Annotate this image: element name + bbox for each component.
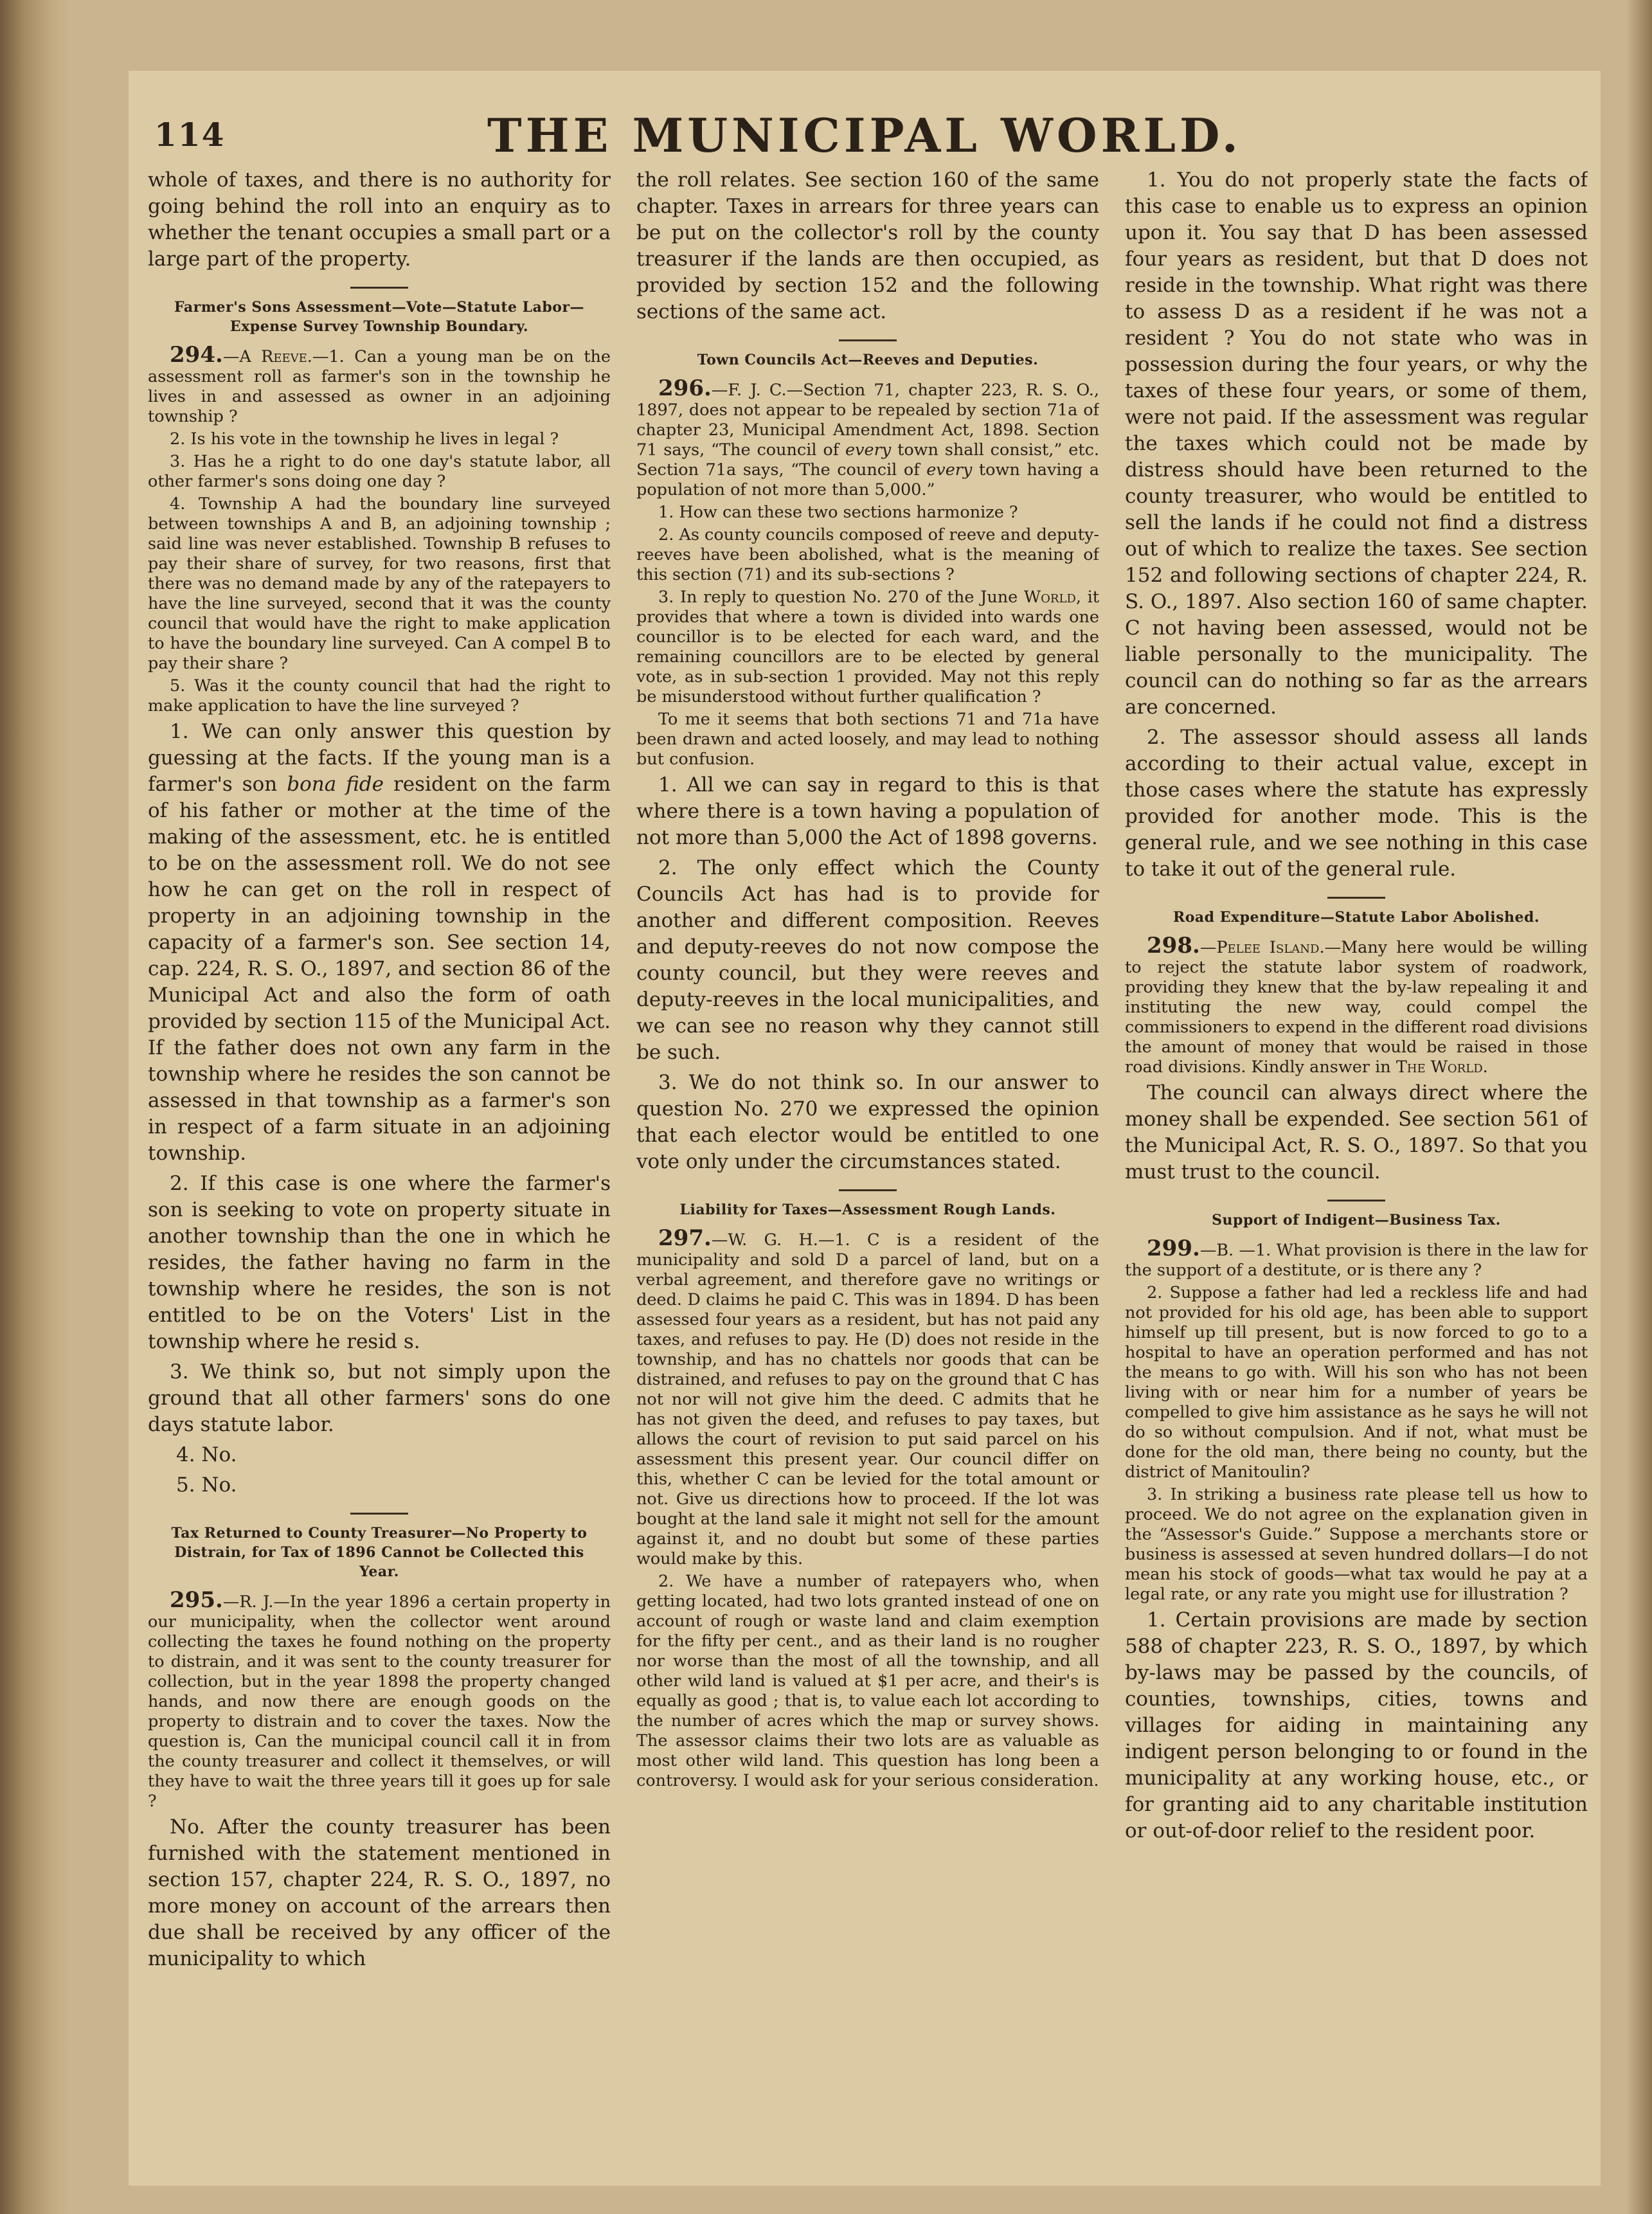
answer-part: resident on the farm of his father or mother at the time of the making of the assessment, etc. he is entitled to be on the assessment roll. We do not see how he can get on the roll in respect of property in an adjoining township in the capacity of a farmer's son. See section 14, cap. 224, R. S. O., 1897, and section 86 of the Municipal Act and also the form of oath provided by section 115 of the Municipal Act. If the father does not own any farm in the township where he resides the son cannot be assessed in that township as a farmer's son in respect of a farm situate in an adjoining township. bbox=[148, 773, 611, 1165]
paragraph: whole of taxes, and there is no authority for going behind the roll into an enquiry as to whether the tenant occupies a small part or a large part of the property. bbox=[148, 168, 611, 271]
page-edge-shadow bbox=[1626, 0, 1652, 2214]
question-text: 2. Is his vote in the township he lives in legal ? bbox=[170, 429, 559, 449]
divider bbox=[350, 1513, 408, 1515]
question-number: 298. bbox=[1147, 933, 1200, 959]
question-text: —Many here would be willing to reject the statute labor system of roadwork, providing they knew that the by-law repealing it and instituting the new way, could compel the commissioners to expend in the different road divisions the amount of money that would be raised in those road divisions. Kindly answer in bbox=[1125, 938, 1588, 1077]
answer-italic: bona fide bbox=[287, 773, 384, 796]
answer-text: No. After the county treasurer has been furnished with the statement mentioned in section 157, chapter 224, R. S. O., 1897, no more money on account of the arrears then due shall be received by any officer of the municipality to which bbox=[148, 1815, 611, 1970]
question-number: 296. bbox=[658, 375, 712, 401]
answer-text: 1. All we can say in regard to this is that where there is a town having a population of not more than 5,000 the Act of 1898 governs. bbox=[636, 773, 1099, 849]
section-heading: Town Councils Act—Reeves and Deputies. bbox=[697, 352, 1039, 368]
question-text: 3. In striking a business rate please tell us how to proceed. We do not agree on the explanation given in the “Assessor's Guide.” Suppose a merchants store or business is assessed at seven hundred dollars—I do not mean his stock of goods—what tax would he pay at a legal rate, or any rate you might use for illustration ? bbox=[1125, 1485, 1588, 1604]
answer-text: 2. The only effect which the County Councils Act has had is to provide for another and different composition. Reeves and deputy-reeves do not now compose the county council, but they were reeves and deputy-reeves in the local municipalities, and we can see no reason why they cannot still be such. bbox=[636, 856, 1099, 1064]
section-heading: Tax Returned to County Treasurer—No Property to Distrain, for Tax of 1896 Cannot be Collected this Year. bbox=[171, 1525, 588, 1580]
question-text: 2. As county councils composed of reeve and deputy-reeves have been abolished, what is the meaning of this section (71) and its sub-sections ? bbox=[636, 525, 1099, 584]
answer-text: 2. The assessor should assess all lands according to their actual value, except in those cases where the statute has expressly provided for another mode. This is the general rule, and we see nothing in this case to take it out of the general rule. bbox=[1125, 726, 1588, 881]
answer-text: 1. You do not properly state the facts of this case to enable us to express an opinion upon it. You say that D has been assessed four years as resident, but that D does not reside in the township. What right was there to assess D as a resident if he was not a resident ? You do not state who was in possession during the four years, or why the taxes of these four years, or some of them, were not paid. If the assessment was regular the taxes which could not be made by distress should have been returned to the county treasurer, who would be entitled to sell the lands if he could not find a distress out of which to realize the taxes. See section 152 and following sections of chapter 224, R. S. O., 1897. Also section 160 of same chapter. C not having been assessed, would not be liable personally to the municipality. The council can do nothing so far as the arrears are concerned. bbox=[1125, 168, 1588, 719]
book-binding-shadow bbox=[0, 0, 71, 2214]
page-header bbox=[148, 96, 1581, 167]
section-heading: Liability for Taxes—Assessment Rough Lands. bbox=[679, 1202, 1056, 1218]
column-2 bbox=[636, 167, 1099, 2173]
divider bbox=[350, 287, 408, 289]
column-3 bbox=[1125, 167, 1588, 2173]
question-number: 294. bbox=[170, 342, 223, 368]
question-297 bbox=[636, 1225, 1099, 1569]
divider bbox=[1327, 897, 1385, 899]
answer-part: 1. We can only answer this question by guessing at the facts. If the young man is a farmer's son bbox=[148, 720, 611, 796]
question-number: 295. bbox=[170, 1587, 223, 1613]
question-text: town shall consist,” etc. Section 71a says, “The council of bbox=[636, 440, 1099, 480]
question-smallcaps: World bbox=[1023, 588, 1076, 607]
paragraph: the roll relates. See section 160 of the same chapter. Taxes in arrears for three years can be put on the collector's roll by the county treasurer if the lands are then occupied, as provided by section 152 and the following sections of the same act. bbox=[636, 168, 1099, 323]
question-text: —F. J. C.—Section 71, chapter 223, R. S. O., 1897, does not appear to be repealed by section 71a of chapter 23, Municipal Amendment Act, 1898. Section 71 says, “The council of bbox=[636, 381, 1099, 460]
question-295 bbox=[148, 1587, 611, 1812]
answer-text: 4. No. bbox=[176, 1443, 237, 1466]
question-number: 297. bbox=[658, 1225, 712, 1251]
answer-text: 2. If this case is one where the farmer's son is seeking to vote on property situate in another township than the one in which he resides, the father having no farm in the township where he resides, the son is not entitled to be on the Voters' List in the township where he resid s. bbox=[148, 1172, 611, 1353]
question-author: —Pelee Island. bbox=[1199, 938, 1325, 957]
question-299 bbox=[1125, 1236, 1588, 1281]
column-1 bbox=[148, 167, 611, 2173]
question-italic: every bbox=[926, 460, 973, 480]
answer-text: 3. We do not think so. In our answer to question No. 270 we expressed the opinion that each elector would be entitled to one vote only under the circumstances stated. bbox=[636, 1071, 1099, 1173]
question-text: —B. —1. What provision is there in the law for the support of a destitute, or is there any ? bbox=[1125, 1241, 1588, 1280]
section-heading: Road Expenditure—Statute Labor Abolished. bbox=[1172, 909, 1540, 926]
question-author: —A Reeve. bbox=[222, 347, 312, 366]
question-296 bbox=[636, 375, 1099, 500]
question-text: 3. In reply to question No. 270 of the June bbox=[658, 588, 1024, 607]
answer-text bbox=[148, 719, 611, 1167]
question-text: —R. J.—In the year 1896 a certain property in our municipality, when the collector went around collecting the taxes he found nothing on the property to distrain, and it was sent to the county treasurer for collection, but in the year 1898 the property changed hands, and now there are enough goods on the property to distrain and to cover the taxes. Now the question is, Can the municipal council call it in from the county treasurer and collect it themselves, or will they have to wait the three years till it goes up for sale ? bbox=[148, 1592, 611, 1811]
question-text: To me it seems that both sections 71 and 71a have been drawn and acted loosely, and may lead to nothing but confusion. bbox=[636, 710, 1099, 769]
newspaper-page bbox=[129, 71, 1601, 2186]
question-number: 299. bbox=[1147, 1236, 1200, 1261]
question-298 bbox=[1125, 933, 1588, 1077]
question-text: 4. Township A had the boundary line surveyed between townships A and B, an adjoining township ; said line was never established. Township B refuses to pay their share of survey, for two reasons, first that there was no demand made by any of the ratepayers to have the line surveyed, second that it was the county council that would have the right to make application to have the boundary line surveyed. Can A compel B to pay their share ? bbox=[148, 494, 611, 673]
question-smallcaps: The World bbox=[1396, 1058, 1483, 1077]
divider bbox=[839, 339, 897, 341]
divider bbox=[1327, 1200, 1385, 1202]
question-text: . bbox=[1482, 1058, 1488, 1077]
question-text: 3. Has he a right to do one day's statute labor, all other farmer's sons doing one day ? bbox=[148, 452, 611, 491]
question-text: 1. How can these two sections harmonize ? bbox=[658, 503, 1018, 522]
answer-text: The council can always direct where the money shall be expended. See section 561 of the Municipal Act, R. S. O., 1897. So that you must trust to the council. bbox=[1125, 1081, 1588, 1184]
answer-text: 3. We think so, but not simply upon the ground that all other farmers' sons do one days statute labor. bbox=[148, 1360, 611, 1436]
page-number: 114 bbox=[154, 116, 226, 154]
question-text: town having a population of not more than 5,000.” bbox=[636, 460, 1099, 500]
question-294 bbox=[148, 342, 611, 427]
question-text: —W. G. H.—1. C is a resident of the municipality and sold D a parcel of land, but on a verbal agreement, and therefore gave no writings or deed. D claims he paid C. This was in 1894. D has been assessed four years as a resident, but has not paid any taxes, and refuses to pay. He (D) does not reside in the township, and has no chattels nor goods that can be distrained, and refuses to pay on the ground that C has not nor will not give him the deed. C admits that he has not given the deed, and refuses to pay taxes, but allows the court of revision to put said parcel on his assessment this present year. Our council differ on this, whether C can be levied for the total amount or not. Give us directions how to proceed. If the lot was bought at the land sale it might not sell for the amount against it, and no doubt but some of these parties would make by this. bbox=[636, 1230, 1099, 1569]
divider bbox=[839, 1189, 897, 1191]
section-heading: Farmer's Sons Assessment—Vote—Statute Labor—Expense Survey Township Boundary. bbox=[174, 299, 585, 335]
answer-text: 5. No. bbox=[176, 1473, 237, 1497]
question-text bbox=[636, 588, 1099, 707]
question-text: 2. We have a number of ratepayers who, when getting located, had two lots granted instead of one on account of rough or waste land and claim exemption for the fifty per cent., and as their land is no rougher nor worse than the most of all the township, and all other wild land is valued at $1 per acre, and their's is equally as good ; that is, to value each lot according to the number of acres which the map or survey shows. The assessor claims their two lots are as valuable as most other wild land. This question has long been a controversy. I would ask for your serious consideration. bbox=[636, 1572, 1099, 1790]
question-text: 2. Suppose a father had led a reckless life and had not provided for his old age, has been able to support himself up till present, but is now forced to go to a hospital to have an operation performed and has not the means to go with. Will his son who has not been living with or near him for a number of years be compelled to give him assistance as he says he will not do so without compulsion. And if not, what must be done for the old man, there being no county, but the district of Manitoulin? bbox=[1125, 1283, 1588, 1482]
question-italic: every bbox=[845, 440, 892, 460]
section-heading: Support of Indigent—Business Tax. bbox=[1212, 1212, 1501, 1228]
question-text: , it provides that where a town is divided into wards one councillor is to be elected for each ward, and the remaining councillors are to be elected by general vote, as in sub-section 1 provided. May not this reply be misunderstood without further qualification ? bbox=[636, 588, 1099, 706]
question-text: 5. Was it the county council that had the right to make application to have the line surveyed ? bbox=[148, 676, 611, 716]
question-text: —1. Can a young man be on the assessment roll as farmer's son in the township he lives in and assessed as owner in an adjoining township ? bbox=[148, 347, 611, 426]
answer-text: 1. Certain provisions are made by section 588 of chapter 223, R. S. O., 1897, by which by-laws may be passed by the councils, of counties, townships, cities, towns and villages for aiding in maintaining any indigent person belonging to or found in the municipality at any working house, etc., or for granting aid to any charitable institution or out-of-door relief to the resident poor. bbox=[1125, 1608, 1588, 1842]
masthead-title: THE MUNICIPAL WORLD. bbox=[487, 108, 1242, 163]
